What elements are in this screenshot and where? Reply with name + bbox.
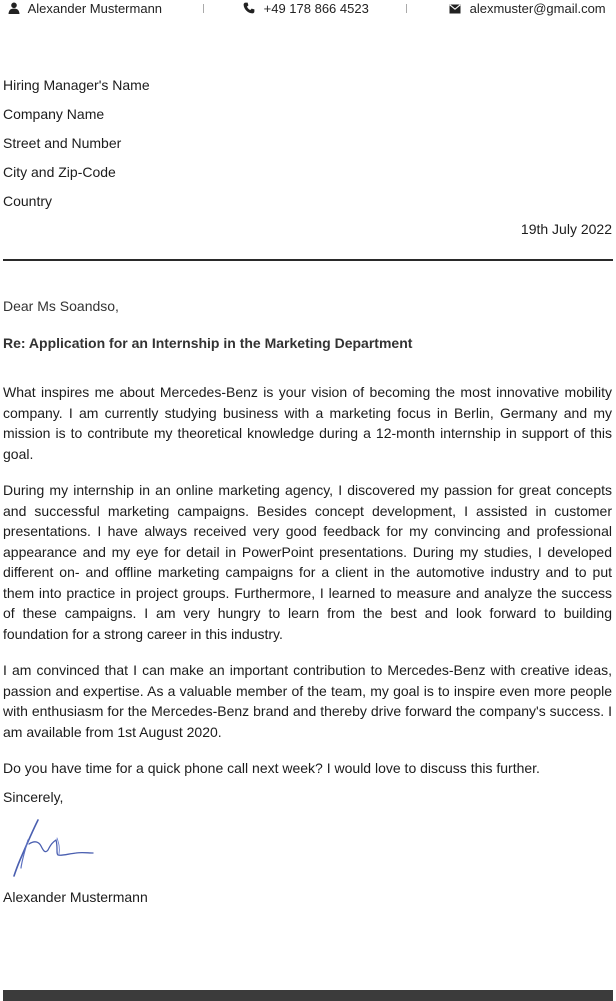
recipient-street: Street and Number xyxy=(3,135,122,151)
recipient-country: Country xyxy=(3,193,53,209)
header-email xyxy=(449,0,606,17)
recipient-manager: Hiring Manager's Name xyxy=(3,77,150,93)
body-paragraph: Do you have time for a quick phone call next week? I would love to discuss this further. xyxy=(3,760,540,776)
envelope-icon xyxy=(449,4,461,14)
recipient-city: City and Zip-Code xyxy=(3,164,116,180)
handwritten-signature xyxy=(8,816,98,878)
body-paragraph: What inspires me about Mercedes-Benz is your vision of becoming the most innovative mobility company. I am currently studying business with a marketing focus in Berlin, Germany and my mission is to contribute my theoretical knowledge during a 12-month internship in support of this goal. xyxy=(3,384,612,462)
header-name xyxy=(8,0,162,17)
contact-header xyxy=(0,0,616,17)
header-phone-text[interactable]: +49 178 866 4523 xyxy=(263,1,369,16)
closing: Sincerely, xyxy=(3,789,64,805)
body-paragraph: I am convinced that I can make an important contribution to Mercedes-Benz with creative ideas, passion and expertise. As a valuable member of the team, my goal is to inspire even more people with enthusiasm for the Mercedes-Benz brand and thereby drive forward the company's success. I am available from 1st August 2020. xyxy=(3,662,612,740)
footer-bar xyxy=(3,990,613,1001)
phone-icon xyxy=(243,2,255,14)
signature-name: Alexander Mustermann xyxy=(3,889,148,905)
header-name-text: Alexander Mustermann xyxy=(27,1,163,16)
recipient-address xyxy=(3,75,150,220)
salutation: Dear Ms Soandso, xyxy=(3,298,119,314)
letter-body xyxy=(3,360,612,795)
header-phone xyxy=(243,0,369,17)
divider-rule xyxy=(3,259,613,261)
recipient-company: Company Name xyxy=(3,106,105,122)
header-divider xyxy=(203,4,204,13)
letter-date: 19th July 2022 xyxy=(520,221,612,237)
person-icon xyxy=(8,2,20,14)
header-divider xyxy=(406,4,407,13)
header-email-text[interactable]: alexmuster@gmail.com xyxy=(469,1,606,16)
subject-line: Re: Application for an Internship in the Marketing Department xyxy=(3,335,413,351)
body-paragraph: During my internship in an online marketing agency, I discovered my passion for great concepts and successful marketing campaigns. Besides concept development, I assisted in customer presentations. I have always received very good feedback for my convincing and professional appearance and my eye for detail in PowerPoint presentations. During my studies, I developed different on- and offline marketing campaigns for a client in the automotive industry and to put them into practice in project groups. Furthermore, I learned to measure and analyze the success of these campaigns. I am very hungry to learn from the best and look forward to building foundation for a strong career in this industry. xyxy=(3,482,612,642)
